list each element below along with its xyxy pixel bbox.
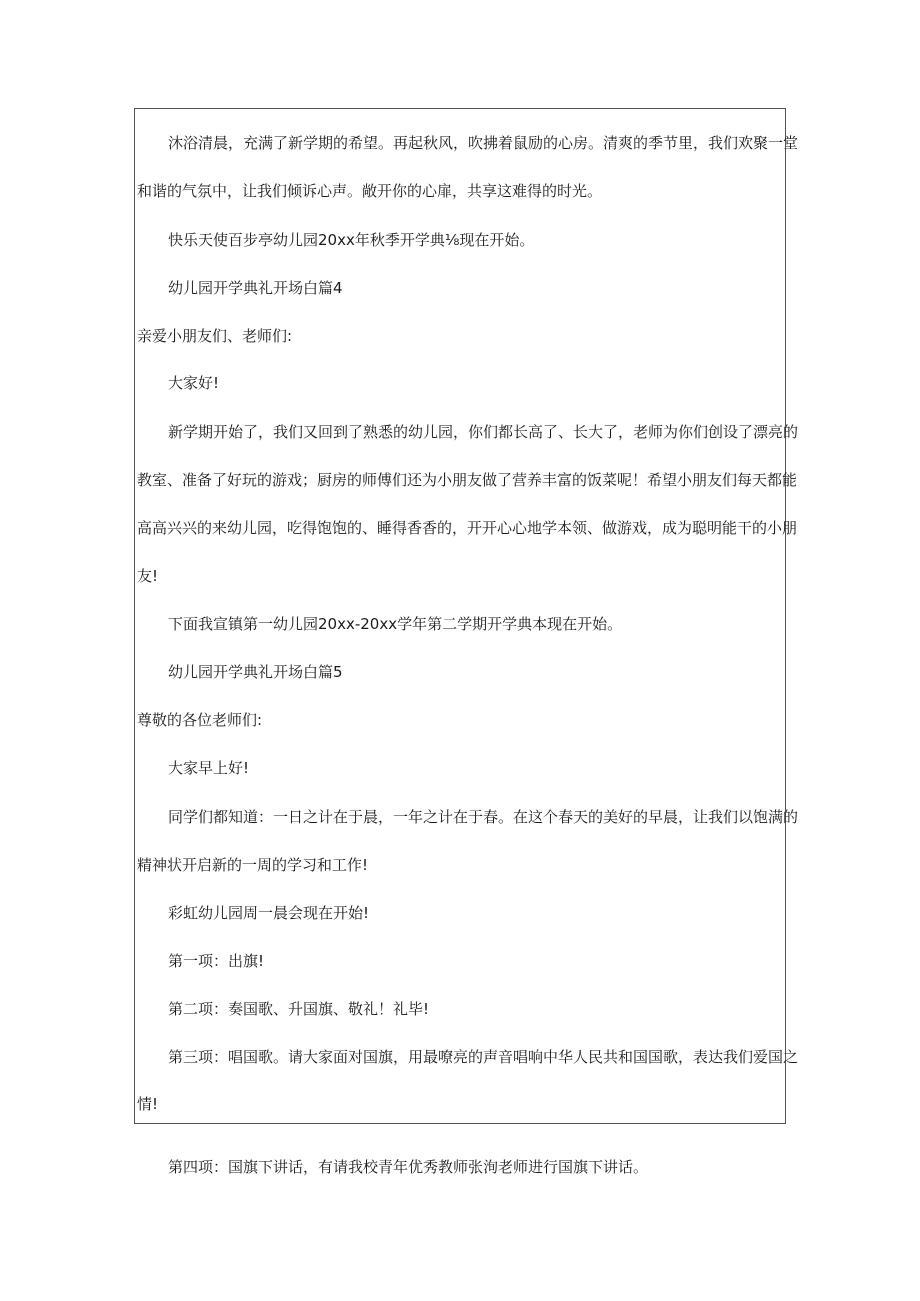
greeting: 大家早上好! — [168, 759, 250, 777]
paragraph-line: 和谐的气氛中，让我们倾诉心声。敞开你的心扉，共享这难得的时光。 — [137, 182, 603, 200]
paragraph-line: 情! — [137, 1095, 159, 1113]
section-heading: 幼儿园开学典礼开场白篇4 — [168, 279, 343, 297]
agenda-item: 第四项：国旗下讲话，有请我校青年优秀教师张洵老师进行国旗下讲话。 — [168, 1158, 649, 1176]
paragraph-line: 同学们都知道：一日之计在于晨，一年之计在于春。在这个春天的美好的早晨，让我们以饱满的 — [168, 808, 799, 826]
paragraph-line: 高高兴兴的来幼儿园，吃得饱饱的、睡得香香的，开开心心地学本领、做游戏，成为聪明能干的小朋 — [137, 519, 798, 537]
paragraph-line: 教室、准备了好玩的游戏；厨房的师傅们还为小朋友做了营养丰富的饭菜呢！希望小朋友们每天都能 — [137, 471, 798, 489]
paragraph-line: 精神状开启新的一周的学习和工作! — [137, 856, 369, 874]
agenda-item: 第二项：奏国歌、升国旗、敬礼！礼毕! — [168, 1000, 430, 1018]
section-heading: 幼儿园开学典礼开场白篇5 — [168, 663, 343, 681]
agenda-item: 第一项：出旗! — [168, 952, 265, 970]
paragraph-text: 下面我宣镇第一幼儿园20xx-20xx学年第二学期开学典本现在开始。 — [168, 615, 623, 633]
salutation: 亲爱小朋友们、老师们: — [137, 327, 293, 345]
greeting: 大家好! — [168, 374, 220, 392]
salutation: 尊敬的各位老师们: — [137, 711, 263, 729]
paragraph-line: 新学期开始了，我们又回到了熟悉的幼儿园，你们都长高了、长大了，老师为你们创设了漂亮的 — [168, 423, 799, 441]
paragraph-line: 沐浴清晨，充满了新学期的希望。再起秋风，吹拂着鼠励的心房。清爽的季节里，我们欢聚一堂 — [168, 134, 799, 152]
paragraph-text: 彩虹幼儿园周一晨会现在开始! — [168, 904, 370, 922]
paragraph-line: 友! — [137, 567, 159, 585]
paragraph-text: 快乐天使百步亭幼儿园20xx年秋季开学典⅛现在开始。 — [168, 231, 535, 249]
agenda-item: 第三项：唱国歌。请大家面对国旗，用最嘹亮的声音唱响中华人民共和国国歌，表达我们爱国之 — [168, 1048, 799, 1066]
